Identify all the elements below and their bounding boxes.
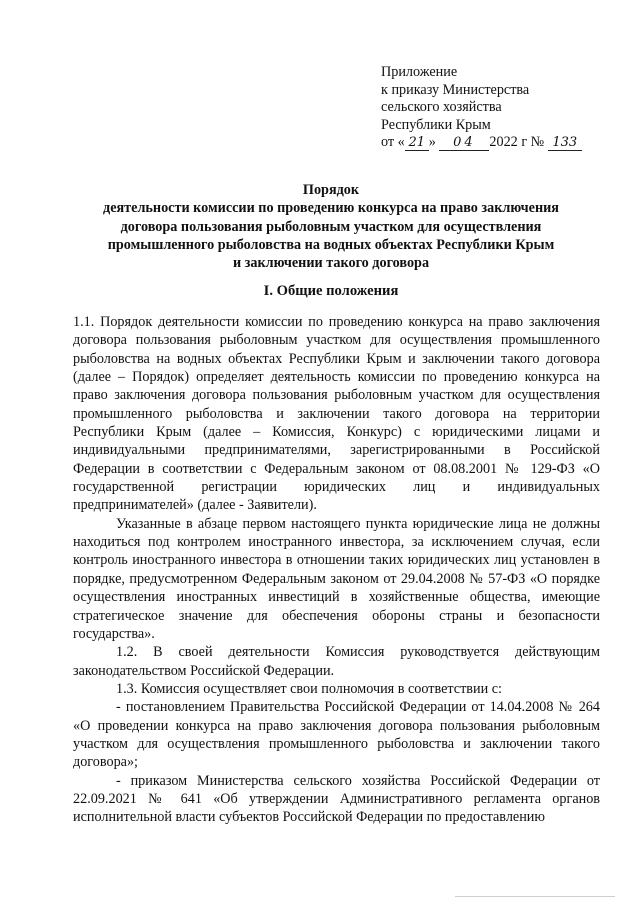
title-line-4: промышленного рыболовства на водных объектах Республики Крым	[107, 236, 555, 253]
document-title	[60, 181, 602, 272]
list-item-government-decree: - постановлением Правительства Российской Федерации от 14.04.2008 № 264 «О проведении конкурса на право заключения договора пользования рыболовным участком для осуществления промышленного рыболовства и заключении такого договора»;	[73, 699, 600, 771]
title-line-5: и заключении такого договора	[232, 255, 430, 272]
order-reference: к приказу Министерства	[381, 81, 530, 98]
paragraph-foreign-investor: Указанные в абзаце первом настоящего пункта юридические лица не должны находиться под контролем иностранного инвестора, за исключением случая, если контроль иностранного инвестора в отношении таких юридических лиц установлен в порядке, предусмотренном Федеральным законом от 29.04.2008 № 57-ФЗ «О порядке осуществления иностранных инвестиций в хозяйственные общества, имеющие стратегическое значение для обеспечения обороны страны и безопасности государства».	[73, 515, 600, 642]
title-line-3: договора пользования рыболовным участком для осуществления	[120, 218, 542, 235]
appendix-header	[381, 64, 611, 152]
list-item-ministry-order: - приказом Министерства сельского хозяйства Российской Федерации от 22.09.2021 № 641 «Об утверждении Административного регламента органов исполнительной власти субъектов Российской Федерации по предоставлению	[73, 772, 600, 826]
handwritten-day: 21	[405, 136, 429, 151]
paragraph-1-1: 1.1. Порядок деятельности комиссии по проведению конкурса на право заключения договора пользования рыболовным участком для осуществления промышленного рыболовства на водных объектах Республики Крым и заключении такого договора (далее – Порядок) определяет деятельность комиссии по проведению конкурса на право заключения договора пользования рыболовным участком для осуществления промышленного рыболовства и заключении такого договора на территории Республики Крым (далее – Комиссия, Конкурс) с юридическими лицами и индивидуальными предпринимателями, зарегистрированными в Российской Федерации в соответствии с Федеральным законом от 08.08.2001 № 129-ФЗ «О государственной регистрации юридических лиц и индивидуальных предпринимателей» (далее - Заявители).	[73, 314, 600, 514]
date-year: 2022 г №	[489, 134, 545, 150]
document-body	[73, 313, 600, 827]
handwritten-month: 04	[439, 136, 489, 151]
date-prefix: от «	[381, 134, 405, 150]
order-date-line	[381, 134, 611, 152]
section-heading: I. Общие положения	[263, 283, 399, 299]
republic-name: Республики Крым	[381, 116, 491, 133]
appendix-label: Приложение	[381, 64, 458, 80]
paragraph-1-3: 1.3. Комиссия осуществляет свои полномочия в соответствии с:	[116, 680, 502, 697]
title-line-2: деятельности комиссии по проведению конкурса на право заключения	[103, 200, 559, 217]
page-edge-divider	[455, 896, 615, 897]
title-line-1: Порядок	[302, 182, 360, 198]
date-mid: »	[428, 134, 436, 150]
handwritten-order-number: 133	[548, 136, 582, 151]
paragraph-1-2: 1.2. В своей деятельности Комиссия руководствуется действующим законодательством Российской Федерации.	[73, 644, 600, 679]
ministry-name: сельского хозяйства	[381, 99, 502, 115]
